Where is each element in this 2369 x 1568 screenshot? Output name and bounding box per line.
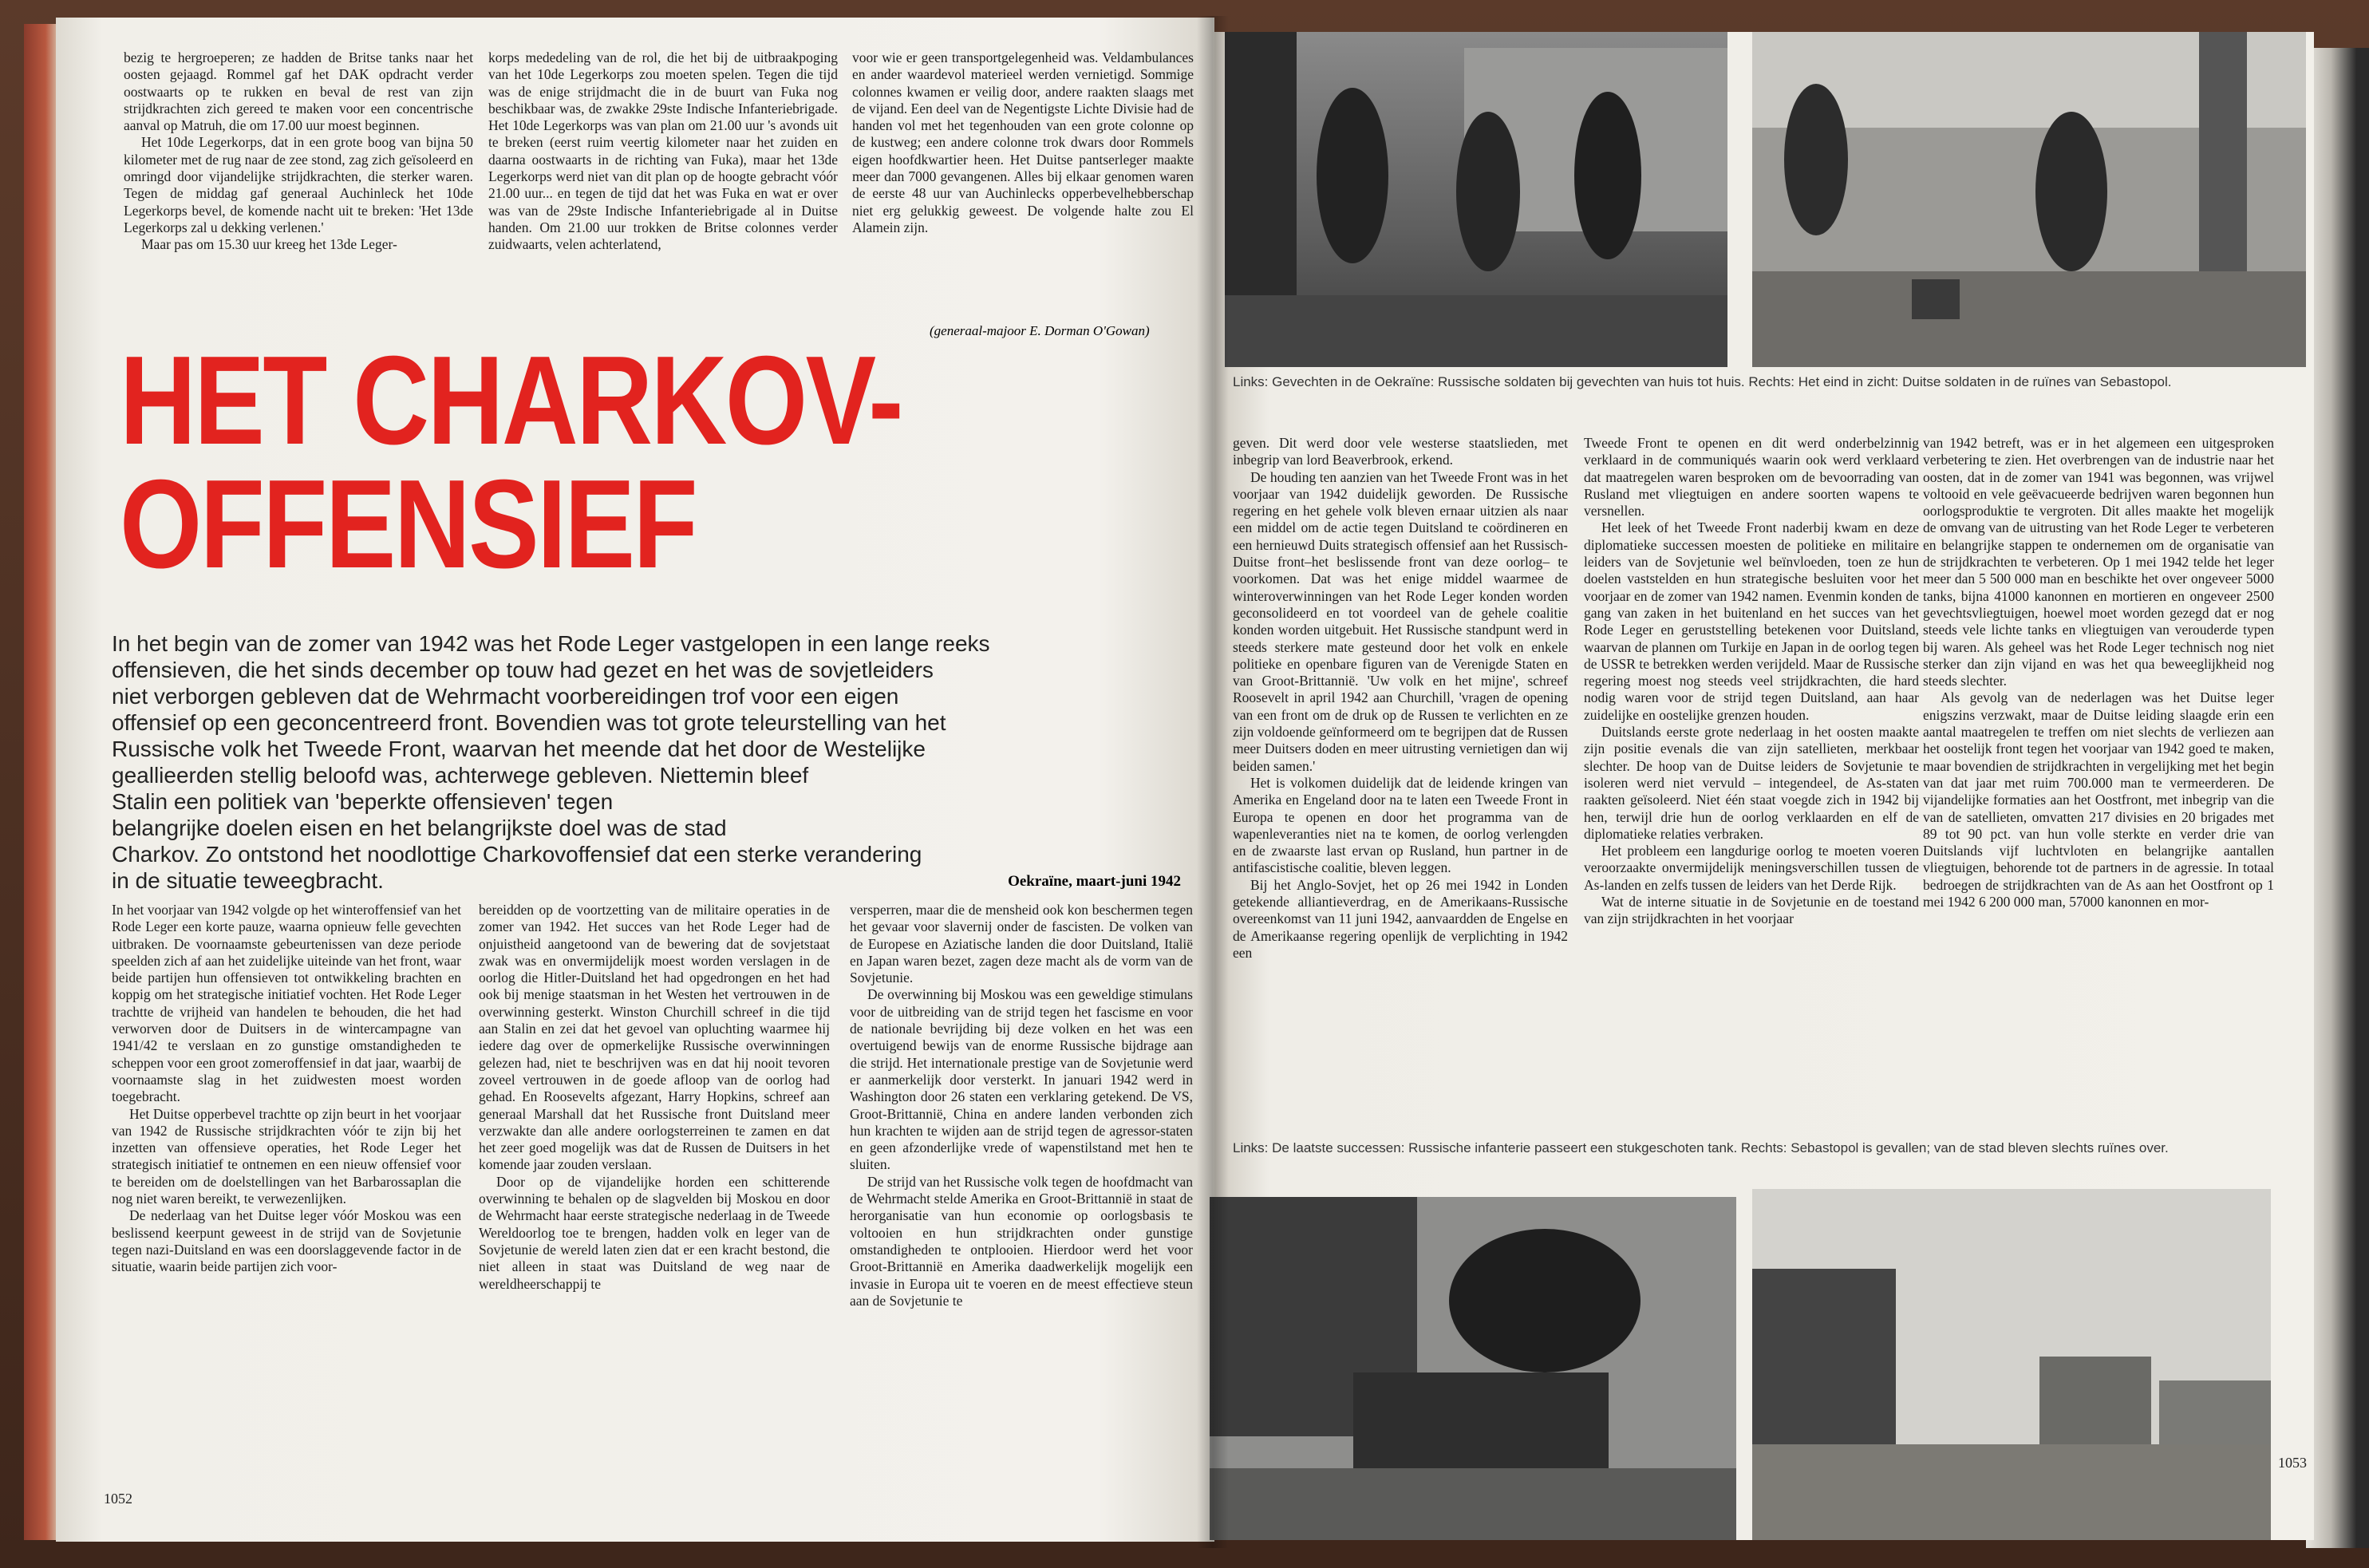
intro-line: In het begin van de zomer van 1942 was het Rode Leger vastgelopen in een lange reeks bbox=[112, 631, 990, 656]
paragraph: Tweede Front te openen en dit werd onderbelzinnig verklaard in de communiqués waarin ook werd verklaard dat maatregelen waren besproken om de bevoorrading van Rusland met vliegtuigen en andere soorten wapens te versnellen. bbox=[1584, 435, 1919, 519]
paragraph: Het probleem een langdurige oorlog te moeten voeren veroorzaakte onvermijdelijk meningsverschillen tussen de As-landen en zelfs tussen de leiders van het Derde Rijk. bbox=[1584, 843, 1919, 893]
left-page-edges bbox=[24, 24, 60, 1540]
article-intro bbox=[112, 630, 1181, 894]
intro-line: belangrijke doelen eisen en het belangrijkste doel was de stad bbox=[112, 816, 727, 840]
intro-line: Russische volk het Tweede Front, waarvan het meende dat het door de Westelijke bbox=[112, 737, 926, 761]
intro-line: in de situatie teweegbracht. bbox=[112, 868, 384, 893]
headline-line-2: OFFENSIEF bbox=[120, 454, 697, 594]
paragraph: versperren, maar die de mensheid ook kon beschermen tegen het gevaar voor slavernij onder de fascisten. De volken van de Europese en Aziatische landen die door Duitsland, Italië en Japan waren bezet, zagen deze macht als de vorm van de Sovjetunie. bbox=[850, 902, 1193, 986]
paragraph: In het voorjaar van 1942 volgde op het winteroffensief van het Rode Leger een korte pauze, waarna opnieuw felle gevechten uitbraken. De voornaamste gebeurtenissen van deze periode speelden zich af aan het zuidelijke uiteinde van het front, waar beide partijen hun offensieven tot ontwikkeling brachten en koppig om het strategische initiatief vochten. Het Rode Leger trachtte de vrijheid van handelen te behouden, die het had verworven door de Duitsers in de wintercampagne van 1941/42 te verslaan en zo gunstige omstandigheden te scheppen voor een groot zomeroffensief in dat jaar, waarbij de voornaamste slag in het zuidwesten moest worden toegebracht. bbox=[112, 902, 462, 1105]
body-column-2 bbox=[479, 902, 830, 1293]
body-column-3 bbox=[850, 902, 1193, 1309]
photo-top-left bbox=[1225, 32, 1727, 367]
paragraph: van 1942 betreft, was er in het algemeen een uitgesproken verbetering te zien. Het overbrengen van de industrie naar het oosten, dat in de zomer van 1941 was begonnen, was vrijwel voltooid en vele geëvacueerde bedrijven waren begonnen hun oorlogsproduktie te vergroten. Dit alles maakte het mogelijk de omvang van de uitrusting van het Rode Leger te verbeteren en belangrijke stappen te ondernemen om de organisatie van de strijdkrachten te verbeteren. Op 1 mei 1942 telde het leger meer dan 5 500 000 man en beschikte het over ongeveer 5000 tanks, bijna 41000 kanonnen en mortieren en ongeveer 2500 gevechtsvliegtuigen, hoewel moet worden gezegd dat er nog steeds vele lichte tanks en vliegtuigen van verouderde typen bij waren. Als geheel was het Rode Leger technisch nog niet sterker dan zijn vijand en was het qua beweeglijkheid nog steeds slechter. bbox=[1923, 435, 2274, 689]
right-column-3 bbox=[1923, 435, 2274, 910]
top-column-3 bbox=[852, 49, 1194, 236]
intro-line: Stalin een politiek van 'beperkte offensieven' tegen bbox=[112, 789, 614, 814]
right-page-edges bbox=[2306, 48, 2369, 1548]
right-column-1 bbox=[1233, 435, 1568, 962]
paragraph: voor wie er geen transportgelegenheid was. Veldambulances en ander waardevol materieel werden vernietigd. Sommige colonnes kwamen er veilig door, andere raakten slaags met de vijand. Een deel van de Negentigste Lichte Divisie had de handen vol met het tegenhouden van een grote colonne op de kustweg; een andere colonne trok dwars door Rommels eigen hoofdkwartier heen. Het Duitse pantserleger maakte meer dan 7000 gevangenen. Alles bij elkaar genomen waren de eerste 48 uur van Auchinlecks opperbevelhebberschap niet erg gelukkig geweest. De volgende halte zou El Alamein zijn. bbox=[852, 49, 1194, 235]
paragraph: Duitslands eerste grote nederlaag in het oosten maakte zijn positie evenals die van zijn satellieten, merkbaar slechter. De hoop van de Duitse leiders de Sovjetunie te isoleren werd niet vervuld – integendeel, de As-staten raakten geïsoleerd. Niet één staat voegde zich in 1942 bij hen, terwijl drie hun de oorlog verklaarden en elf de diplomatieke relaties verbraken. bbox=[1584, 724, 1919, 842]
intro-line: offensieven, die het sinds december op touw had gezet en het was de sovjetleiders bbox=[112, 658, 934, 682]
caption-top: Links: Gevechten in de Oekraïne: Russische soldaten bij gevechten van huis tot huis. Rechts: Het eind in zicht: Duitse soldaten in de ruïnes van Sebastopol. bbox=[1233, 374, 2172, 389]
page-number-right: 1053 bbox=[2278, 1455, 2307, 1471]
top-right-photo-image bbox=[1752, 32, 2306, 367]
paragraph: Door op de vijandelijke horden een schitterende overwinning te behalen op de slagvelden bij Moskou en door de Wehrmacht haar eerste strategische nederlaag in de Tweede Wereldoorlog toe te brengen, hadden volk en leger van de Sovjetunie de wereld laten zien dat er een kracht bestond, die niet alleen in staat was Duitsland de weg naar de wereldheerschappij te bbox=[479, 1173, 830, 1292]
bottom-left-photo-image bbox=[1210, 1197, 1736, 1540]
book-gutter bbox=[1197, 16, 1229, 1548]
bottom-right-photo-image bbox=[1752, 1189, 2271, 1540]
top-column-1 bbox=[124, 49, 473, 254]
intro-line: offensief op een geconcentreerd front. Bovendien was tot grote teleurstelling van het bbox=[112, 710, 946, 735]
paragraph: Het is volkomen duidelijk dat de leidende kringen van Amerika en Engeland door na te laten een Tweede Front in Europa te openen en door het programma van de wapenleveranties niet na te komen, de oorlog verlengden en de zwaarste last ervan op Rusland, hun partner in de antifascistische coalitie, bleven leggen. bbox=[1233, 774, 1568, 876]
paragraph: De strijd van het Russische volk tegen de hoofdmacht van de Wehrmacht stelde Amerika en Groot-Brittannië in staat de herorganisatie van hun economie op oorlogsbasis te voltooien en hun strijdkrachten onder gunstige omstandigheden te ontplooien. Hierdoor werd het voor Groot-Brittannië en Amerika daadwerkelijk mogelijk een invasie in Europa uit te voeren en de meest effectieve steun aan de Sovjetunie te bbox=[850, 1173, 1193, 1309]
dateline: Oekraïne, maart-juni 1942 bbox=[1008, 873, 1181, 890]
author-signature: (generaal-majoor E. Dorman O'Gowan) bbox=[930, 323, 1150, 338]
paragraph: Als gevolg van de nederlagen was het Duitse leger enigszins verzwakt, maar de Duitse leiding slaagde erin een aantal maatregelen te treffen om niet slechts de verliezen aan het oostelijk front tegen het voorjaar van 1942 goed te maken, maar bovendien de strijdkrachten in vergelijking met het begin van dat jaar met ruim 700.000 man te vermeerderen. De vijandelijke formaties aan het Oostfront, met inbegrip van die van de satellieten, omvatten 217 divisies en 20 brigades met 89 tot 90 pct. van hun volle sterkte en verder drie van Duitslands vijf luchtvloten en belangrijke aantallen vliegtuigen, behorende tot de partners in de agressie. In totaal bedroegen de strijdkrachten van de As aan het Oostfront op 1 mei 1942 6 200 000 man, 57000 kanonnen en mor- bbox=[1923, 689, 2274, 910]
article-headline bbox=[120, 330, 902, 594]
headline-line-1: HET CHARKOV- bbox=[120, 330, 902, 471]
paragraph: Het 10de Legerkorps, dat in een grote boog van bijna 50 kilometer met de rug naar de zee stond, zag zich geïsoleerd en omringd door vijandelijke strijdkrachten, die sterker waren. Tegen de middag gaf generaal Auchinleck het 10de Legerkorps bevel, de komende nacht uit te breken: 'Het 13de Legerkorps zal u dekking verlenen.' bbox=[124, 134, 473, 235]
intro-line: geallieerden stellig beloofd was, achterwege gebleven. Niettemin bleef bbox=[112, 763, 809, 788]
paragraph: De overwinning bij Moskou was een geweldige stimulans voor de uitbreiding van de strijd tegen het fascisme en voor de nationale bevrijding bij deze volken en het was een overtuigend bewijs van de enorme Russische bijdrage aan die strijd. Het internationale prestige van de Sovjetunie werd er aanmerkelijk door versterkt. In januari 1942 werd in Washington door 26 staten een verklaring getekend. De VS, Groot-Brittannië, China en andere landen verbonden zich hun krachten te wijden aan de strijd tegen de agressor-staten en geen afzonderlijke vrede of wapenstilstand met hen te sluiten. bbox=[850, 986, 1193, 1173]
paragraph: Maar pas om 15.30 uur kreeg het 13de Leger- bbox=[141, 236, 397, 253]
paragraph: korps mededeling van de rol, die het bij de uitbraakpoging van het 10de Legerkorps zou moeten spelen. Tegen die tijd was de enige strijdmacht die in de buurt van Fuka nog beschikbaar was, de zwakke 29ste Indische Infanteriebrigade. Het 10de Legerkorps was van plan om 21.00 uur 's avonds uit te breken (eerst ruim veertig kilometer naar het zuiden en daarna oostwaarts in de richting van Fuka), maar het 13de Legerkorps werd niet van dit plan op de hoogte gebracht vóór 21.00 uur... en tegen de tijd dat het was Fuka en wat er over was van de 29ste Indische Infanteriebrigade al in Duitse handen. Om 21.00 uur trokken de Britse colonnes verder zuidwaarts, velen achterlatend, bbox=[488, 49, 838, 253]
paragraph: Het leek of het Tweede Front naderbij kwam en deze diplomatieke successen moesten de politieke en militaire leiders van de Sovjetunie wel beïnvloeden, toen ze hun doelen vaststelden en hun strategische besluiten voor het voorjaar en de zomer van 1942 namen. Evenmin konden de gang van zaken in het buitenland en het succes van het Rode Leger en geruststelling betekenen voor Duitsland, waarvan de plannen om Turkije en Japan in de oorlog tegen de USSR te betrekken werden verijdeld. Maar de Russische regering moest nog steeds veel strijdkrachten, die hard nodig waren voor de strijd tegen Duitsland, aan haar zuidelijke en oostelijke grenzen houden. bbox=[1584, 519, 1919, 723]
paragraph: geven. Dit werd door vele westerse staatslieden, met inbegrip van lord Beaverbrook, erkend. bbox=[1233, 435, 1568, 468]
paragraph: Bij het Anglo-Sovjet, het op 26 mei 1942 in Londen getekende alliantieverdrag, en de Amerikaans-Russische overeenkomst van 11 juni 1942, aanvaardden de Engelse en de Amerikaanse regering openlijk de verplichting in 1942 een bbox=[1233, 876, 1568, 961]
paragraph: bereidden op de voortzetting van de militaire operaties in de zomer van 1942. Het succes van het Rode Leger had de onjuistheid aangetoond van de bewering dat de sovjetstaat zwak was en onvermijdelijk moest worden verslagen in de oorlog die Hitler-Duitsland het had opgedrongen en het had ook bij menige staatsman in het Westen het vertrouwen in de overwinning gesterkt. Winston Churchill schreef in die tijd aan Stalin en zei dat het gevoel van opluchting waarmee hij iedere dag over de opmerkelijke Russische overwinningen gelezen had, niet te beschrijven was en dat hij nooit tevoren zoveel vertrouwen in de goede afloop van de oorlog had gehad. En Roosevelts afgezant, Harry Hopkins, schreef aan generaal Marshall dat het Russische front Duitsland meer verzwakte dan alle andere oorlogsterreinen te zamen en dat het zeer goed mogelijk was dat de Russen de Duitsers in het komende jaar zouden verslaan. bbox=[479, 902, 830, 1173]
photo-bottom-right bbox=[1752, 1189, 2271, 1540]
paragraph: bezig te hergroeperen; ze hadden de Britse tanks naar het oosten gejaagd. Rommel gaf het DAK opdracht verder oostwaarts op te rukken en beval de rest van zijn strijdkrachten zich gereed te maken voor een concentrische aanval op Matruh, die om 17.00 uur moest beginnen. bbox=[124, 49, 473, 134]
paragraph: De houding ten aanzien van het Tweede Front was in het voorjaar van 1942 duidelijk geworden. De Russische regering en het gehele volk bleven ernaar uitzien als naar een middel om de actie tegen Duitsland te coördineren en een hernieuwd Duits strategisch offensief aan het Russisch-Duitse front–het beslissende front van deze oorlog– te voorkomen. Dat was het enige middel waarmee de winteroverwinningen van het Rode Leger konden worden geconsolideerd en tot voordeel van de gehele coalitie konden worden uitgebuit. Het Russische standpunt werd in steeds sterkere mate gesteund door het volk en enkele politieke en openbare figuren van de Verenigde Staten en van Groot-Brittannië. 'Uw volk en het mijne', schreef Roosevelt in april 1942 aan Churchill, 'vragen de opening van een front om de druk op de Russen te verlichten en ze zijn voldoende geïnformeerd om te begrijpen dat de Russen meer Duitsers doden en meer uitrusting vernietigen dan wij beiden samen.' bbox=[1233, 468, 1568, 774]
intro-line: niet verborgen gebleven dat de Wehrmacht voorbereidingen trof voor een eigen bbox=[112, 684, 899, 709]
paragraph: Het Duitse opperbevel trachtte op zijn beurt in het voorjaar van 1942 de Russische strijdkrachten vóór te zijn bij het inzetten van offensieve operaties, het Rode Leger het strategisch initiatief te ontnemen en een nieuw offensief voor te bereiden om de doelstellingen van het Barbarossaplan die nog niet waren bereikt, te verwezenlijken. bbox=[112, 1105, 461, 1207]
paragraph: De nederlaag van het Duitse leger vóór Moskou was een beslissend keerpunt geweest in de strijd van de Sovjetunie tegen nazi-Duitsland en was een doorslaggevende factor in de situatie, waarin beide partijen zich voor- bbox=[112, 1207, 461, 1275]
photo-top-right bbox=[1752, 32, 2306, 367]
intro-line: Charkov. Zo ontstond het noodlottige Charkovoffensief dat een sterke verandering bbox=[112, 842, 922, 867]
page-number-left: 1052 bbox=[104, 1491, 132, 1507]
right-column-2 bbox=[1584, 435, 1919, 928]
caption-bottom: Links: De laatste successen: Russische infanterie passeert een stukgeschoten tank. Rechts: Sebastopol is gevallen; van de stad bleven slechts ruïnes over. bbox=[1233, 1140, 2169, 1155]
top-column-2 bbox=[488, 49, 838, 254]
photo-bottom-left bbox=[1210, 1197, 1736, 1540]
dateline-row bbox=[112, 873, 1181, 894]
top-left-photo-image bbox=[1225, 32, 1727, 367]
paragraph: Wat de interne situatie in de Sovjetunie en de toestand van zijn strijdkrachten in het voorjaar bbox=[1584, 894, 1919, 927]
body-column-1 bbox=[112, 902, 461, 1276]
